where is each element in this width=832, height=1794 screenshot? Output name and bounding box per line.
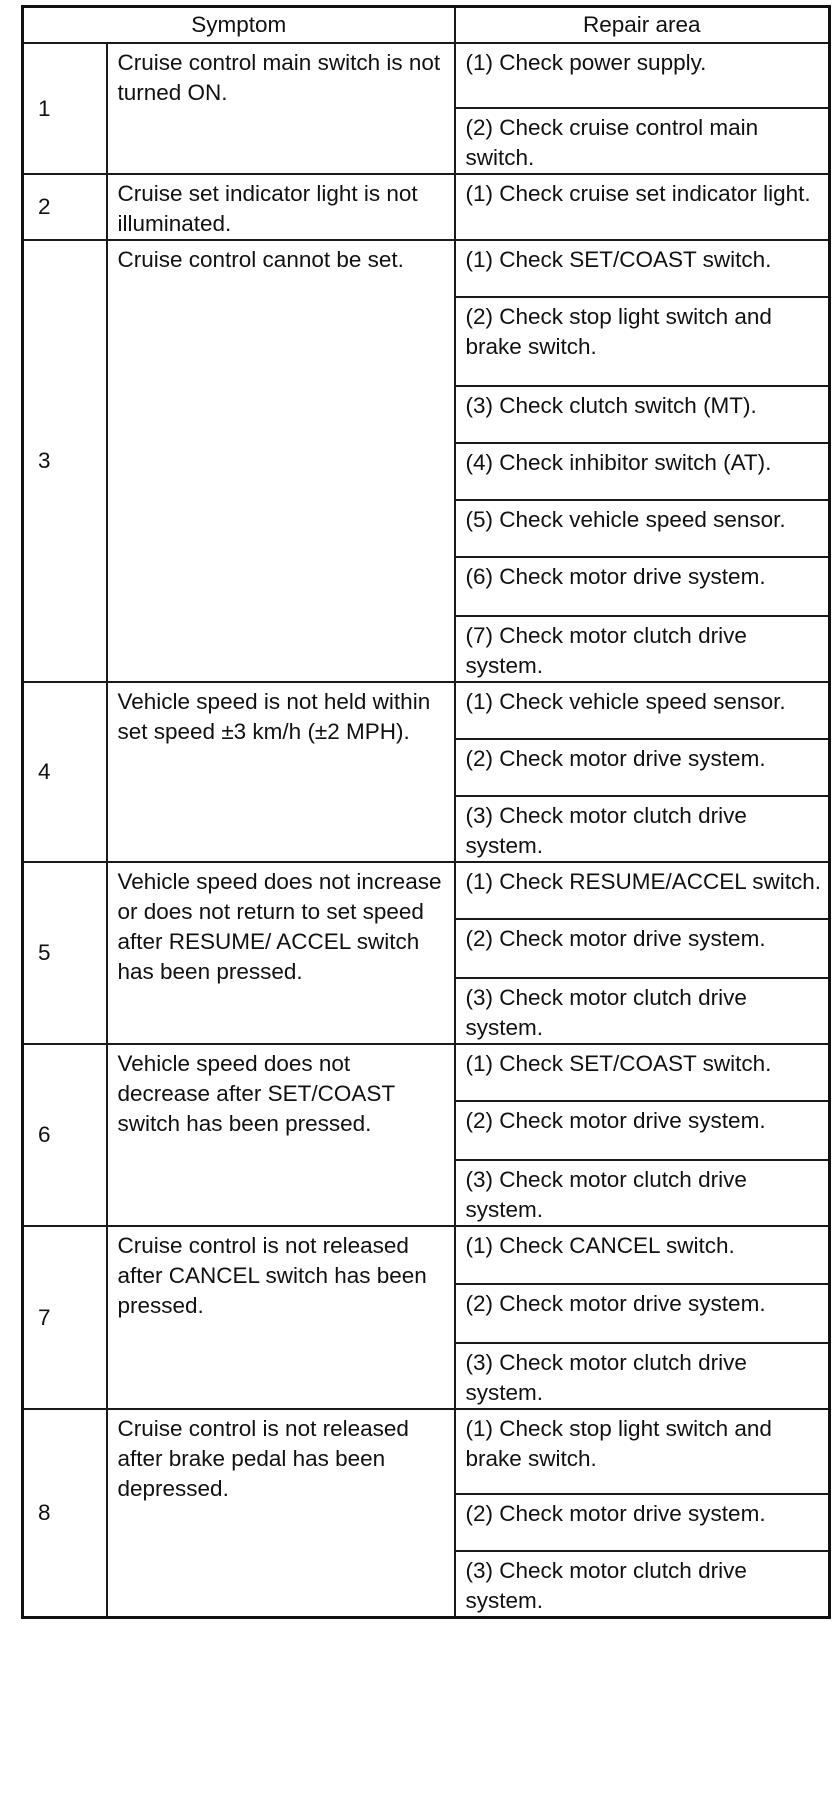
repair-cell: (5) Check vehicle speed sensor.	[455, 500, 830, 557]
symptom-cell: Cruise control main switch is not turned ON.	[107, 43, 455, 174]
header-symptom: Symptom	[23, 7, 455, 44]
repair-cell: (1) Check cruise set indicator light.	[455, 174, 830, 240]
repair-cell: (3) Check motor clutch drive system.	[455, 1551, 830, 1618]
repair-cell: (1) Check vehicle speed sensor.	[455, 682, 830, 739]
table-row	[23, 174, 830, 240]
table-row	[23, 240, 830, 297]
symptom-cell: Vehicle speed does not decrease after SET/COAST switch has been pressed.	[107, 1044, 455, 1226]
row-number: 7	[23, 1226, 107, 1409]
header-repair-area: Repair area	[455, 7, 830, 44]
repair-cell: (3) Check motor clutch drive system.	[455, 1343, 830, 1409]
symptom-cell: Cruise set indicator light is not illuminated.	[107, 174, 455, 240]
symptom-cell: Vehicle speed does not increase or does not return to set speed after RESUME/ ACCEL switch has been pressed.	[107, 862, 455, 1044]
symptom-cell: Cruise control cannot be set.	[107, 240, 455, 682]
repair-cell: (1) Check SET/COAST switch.	[455, 240, 830, 297]
row-number: 8	[23, 1409, 107, 1618]
repair-cell: (1) Check stop light switch and brake switch.	[455, 1409, 830, 1494]
row-number: 4	[23, 682, 107, 862]
repair-cell: (6) Check motor drive system.	[455, 557, 830, 616]
repair-cell: (2) Check motor drive system.	[455, 919, 830, 978]
row-number: 2	[23, 174, 107, 240]
repair-cell: (3) Check motor clutch drive system.	[455, 796, 830, 862]
repair-cell: (3) Check clutch switch (MT).	[455, 386, 830, 443]
row-number: 6	[23, 1044, 107, 1226]
table-row	[23, 862, 830, 919]
repair-cell: (2) Check motor drive system.	[455, 1101, 830, 1160]
table-row	[23, 1409, 830, 1494]
repair-cell: (1) Check SET/COAST switch.	[455, 1044, 830, 1101]
row-number: 5	[23, 862, 107, 1044]
table-row	[23, 1226, 830, 1284]
repair-cell: (7) Check motor clutch drive system.	[455, 616, 830, 682]
repair-cell: (2) Check motor drive system.	[455, 739, 830, 796]
diagnosis-table	[21, 5, 831, 1619]
repair-cell: (1) Check CANCEL switch.	[455, 1226, 830, 1284]
repair-cell: (3) Check motor clutch drive system.	[455, 1160, 830, 1226]
header-row	[23, 7, 830, 44]
repair-cell: (2) Check cruise control main switch.	[455, 108, 830, 174]
row-number: 1	[23, 43, 107, 174]
symptom-cell: Vehicle speed is not held within set speed ±3 km/h (±2 MPH).	[107, 682, 455, 862]
symptom-cell: Cruise control is not released after brake pedal has been depressed.	[107, 1409, 455, 1618]
repair-cell: (2) Check motor drive system.	[455, 1284, 830, 1343]
repair-cell: (1) Check RESUME/ACCEL switch.	[455, 862, 830, 919]
symptom-cell: Cruise control is not released after CANCEL switch has been pressed.	[107, 1226, 455, 1409]
repair-cell: (2) Check stop light switch and brake switch.	[455, 297, 830, 386]
table-row	[23, 1044, 830, 1101]
row-number: 3	[23, 240, 107, 682]
repair-cell: (1) Check power supply.	[455, 43, 830, 108]
table-row	[23, 43, 830, 108]
repair-cell: (3) Check motor clutch drive system.	[455, 978, 830, 1044]
table-row	[23, 682, 830, 739]
repair-cell: (4) Check inhibitor switch (AT).	[455, 443, 830, 500]
repair-cell: (2) Check motor drive system.	[455, 1494, 830, 1551]
